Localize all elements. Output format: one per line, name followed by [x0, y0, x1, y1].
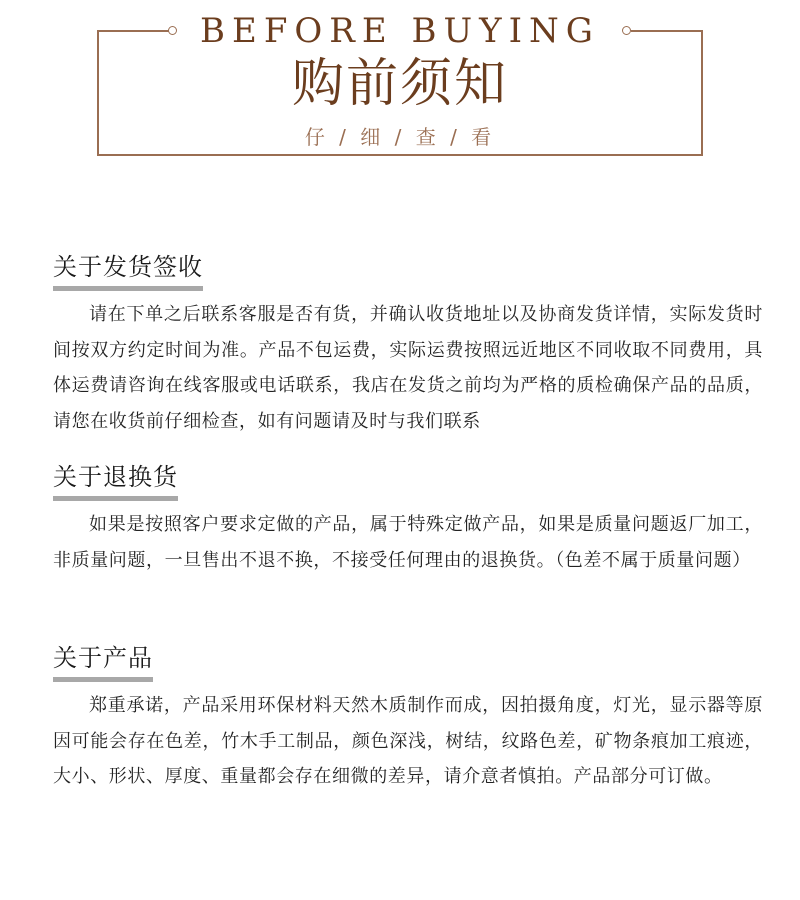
section-product	[53, 643, 763, 795]
before-buying-banner	[0, 0, 800, 170]
banner-title-chinese: 购前须知	[291, 54, 508, 114]
section-title-shipping: 关于发货签收	[53, 252, 203, 291]
section-body-shipping: 请在下单之后联系客服是否有货，并确认收货地址以及协商发货详情，实际发货时间按双方约定时间为准。产品不包运费，实际运费按照远近地区不同收取不同费用，具体运费请咨询在线客服或电话联系，我店在发货之前均为严格的质检确保产品的品质，请您在收货前仔细检查，如有问题请及时与我们联系	[53, 304, 763, 432]
section-returns	[53, 462, 763, 578]
section-title-returns: 关于退换货	[53, 462, 178, 501]
banner-title-english: BEFORE BUYING	[200, 11, 600, 51]
section-body-product: 郑重承诺，产品采用环保材料天然木质制作而成，因拍摄角度，灯光，显示器等原因可能会存在色差，竹木手工制品，颜色深浅，树结，纹路色差，矿物条痕加工痕迹，大小、形状、厚度、重量都会存在细微的差异，请介意者慎拍。产品部分可订做。	[53, 695, 763, 787]
banner-subtitle: 仔 / 细 / 查 / 看	[304, 125, 496, 149]
section-shipping	[53, 252, 763, 439]
section-title-product: 关于产品	[53, 643, 153, 682]
section-body-returns: 如果是按照客户要求定做的产品，属于特殊定做产品，如果是质量问题返厂加工，非质量问题，一旦售出不退不换，不接受任何理由的退换货。（色差不属于质量问题）	[53, 514, 763, 571]
